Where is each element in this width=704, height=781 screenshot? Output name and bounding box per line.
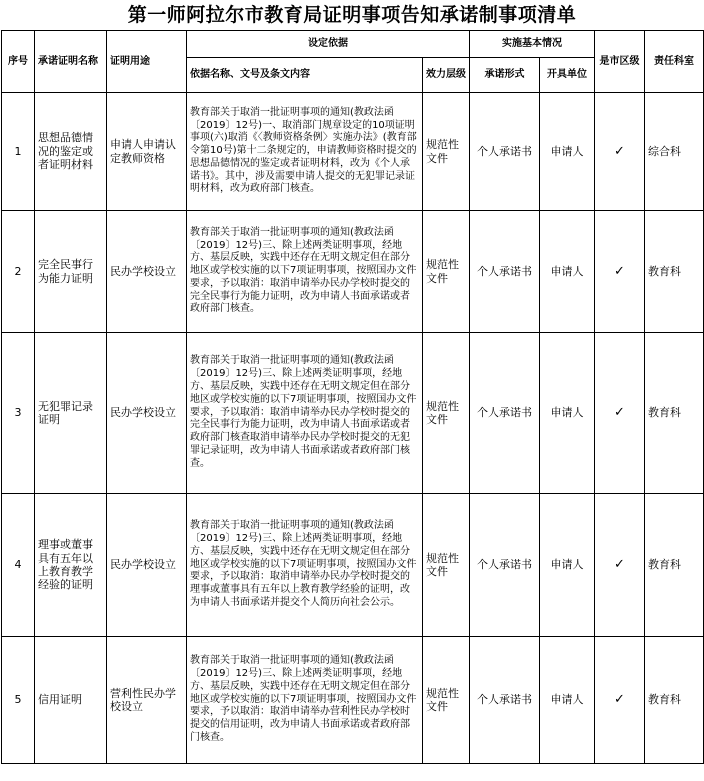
cell-seq: 2 [2, 211, 35, 333]
cell-issuer: 申请人 [540, 494, 595, 637]
header-row-1 [2, 31, 704, 58]
header-form: 承诺形式 [470, 58, 540, 93]
cell-issuer: 申请人 [540, 211, 595, 333]
cell-level: 规范性文件 [423, 637, 470, 764]
header-seq: 序号 [2, 31, 35, 93]
cell-dept: 教育科 [645, 211, 704, 333]
cell-purpose: 申请人申请认定教师资格 [107, 93, 187, 211]
header-level: 效力层级 [423, 58, 470, 93]
cell-level: 规范性文件 [423, 494, 470, 637]
cell-form: 个人承诺书 [470, 333, 540, 494]
table-row [2, 211, 704, 333]
cell-name: 思想品德情况的鉴定或者证明材料 [35, 93, 107, 211]
cell-purpose: 民办学校设立 [107, 333, 187, 494]
table-row [2, 494, 704, 637]
cell-dept: 教育科 [645, 637, 704, 764]
check-mark-icon: ✓ [595, 637, 645, 764]
header-dept: 责任科室 [645, 31, 704, 93]
cell-level: 规范性文件 [423, 333, 470, 494]
cell-issuer: 申请人 [540, 333, 595, 494]
cell-level: 规范性文件 [423, 93, 470, 211]
header-basis-group: 设定依据 [187, 31, 470, 58]
cell-purpose: 民办学校设立 [107, 211, 187, 333]
cell-form: 个人承诺书 [470, 211, 540, 333]
check-mark-icon: ✓ [595, 494, 645, 637]
cell-form: 个人承诺书 [470, 494, 540, 637]
check-mark-icon: ✓ [595, 333, 645, 494]
cell-name: 理事或董事具有五年以上教育教学经验的证明 [35, 494, 107, 637]
cell-issuer: 申请人 [540, 637, 595, 764]
table-row [2, 93, 704, 211]
cell-purpose: 民办学校设立 [107, 494, 187, 637]
cell-purpose: 营利性民办学校设立 [107, 637, 187, 764]
header-city-district: 是市区级 [595, 31, 645, 93]
cell-level: 规范性文件 [423, 211, 470, 333]
header-basis-content: 依据名称、文号及条文内容 [187, 58, 423, 93]
table-row [2, 333, 704, 494]
cell-seq: 1 [2, 93, 35, 211]
cell-basis: 教育部关于取消一批证明事项的通知(教政法函〔2019〕12号)三、除上述两类证明事项，经地方、基层反映，实践中还存在无明文规定但在部分地区或学校实施的以下7项证明事项，按照国办文件要求，予以取消：取消申请举办民办学校时提交的理事或董事具有五年以上教育教学经验的证明，改为申请人书面承诺并提交个人简历向社会公示。 [187, 494, 423, 637]
cell-dept: 教育科 [645, 494, 704, 637]
commitment-table [1, 30, 704, 764]
table-row [2, 637, 704, 764]
header-purpose: 证明用途 [107, 31, 187, 93]
cell-basis: 教育部关于取消一批证明事项的通知(教政法函〔2019〕12号)三、除上述两类证明事项，经地方、基层反映，实践中还存在无明文规定但在部分地区或学校实施的以下7项证明事项，按照国办文件要求，予以取消：取消申请举办营利性民办学校时提交的信用证明，改为申请人书面承诺或者政府部门核查。 [187, 637, 423, 764]
cell-name: 完全民事行为能力证明 [35, 211, 107, 333]
cell-form: 个人承诺书 [470, 637, 540, 764]
cell-form: 个人承诺书 [470, 93, 540, 211]
cell-dept: 教育科 [645, 333, 704, 494]
page-title: 第一师阿拉尔市教育局证明事项告知承诺制事项清单 [127, 4, 577, 26]
header-issuer: 开具单位 [540, 58, 595, 93]
cell-dept: 综合科 [645, 93, 704, 211]
cell-name: 信用证明 [35, 637, 107, 764]
cell-seq: 4 [2, 494, 35, 637]
header-impl-group: 实施基本情况 [470, 31, 595, 58]
header-name: 承诺证明名称 [35, 31, 107, 93]
cell-issuer: 申请人 [540, 93, 595, 211]
cell-seq: 3 [2, 333, 35, 494]
cell-basis: 教育部关于取消一批证明事项的通知(教政法函〔2019〕12号)一、取消部门规章设定的10项证明事项(六)取消《〈教师资格条例〉实施办法》(教育部令第10号)第十二条规定的，申请教师资格时提交的思想品德情况的鉴定或者证明材料，改为《个人承诺书》。其中，涉及需要申请人提交的无犯罪记录证明材料，改为政府部门核查。 [187, 93, 423, 211]
check-mark-icon: ✓ [595, 211, 645, 333]
check-mark-icon: ✓ [595, 93, 645, 211]
cell-name: 无犯罪记录证明 [35, 333, 107, 494]
cell-basis: 教育部关于取消一批证明事项的通知(教政法函〔2019〕12号)三、除上述两类证明事项，经地方、基层反映，实践中还存在无明文规定但在部分地区或学校实施的以下7项证明事项，按照国办文件要求，予以取消：取消申请举办民办学校时提交的完全民事行为能力证明，改为申请人书面承诺或者政府部门核查取消申请举办民办学校时提交的无犯罪记录证明，改为申请人书面承诺或者政府部门核查。 [187, 333, 423, 494]
cell-basis: 教育部关于取消一批证明事项的通知(教政法函〔2019〕12号)三、除上述两类证明事项，经地方、基层反映，实践中还存在无明文规定但在部分地区或学校实施的以下7项证明事项，按照国办文件要求，予以取消：取消申请举办民办学校时提交的完全民事行为能力证明，改为申请人书面承诺或者政府部门核查。 [187, 211, 423, 333]
cell-seq: 5 [2, 637, 35, 764]
